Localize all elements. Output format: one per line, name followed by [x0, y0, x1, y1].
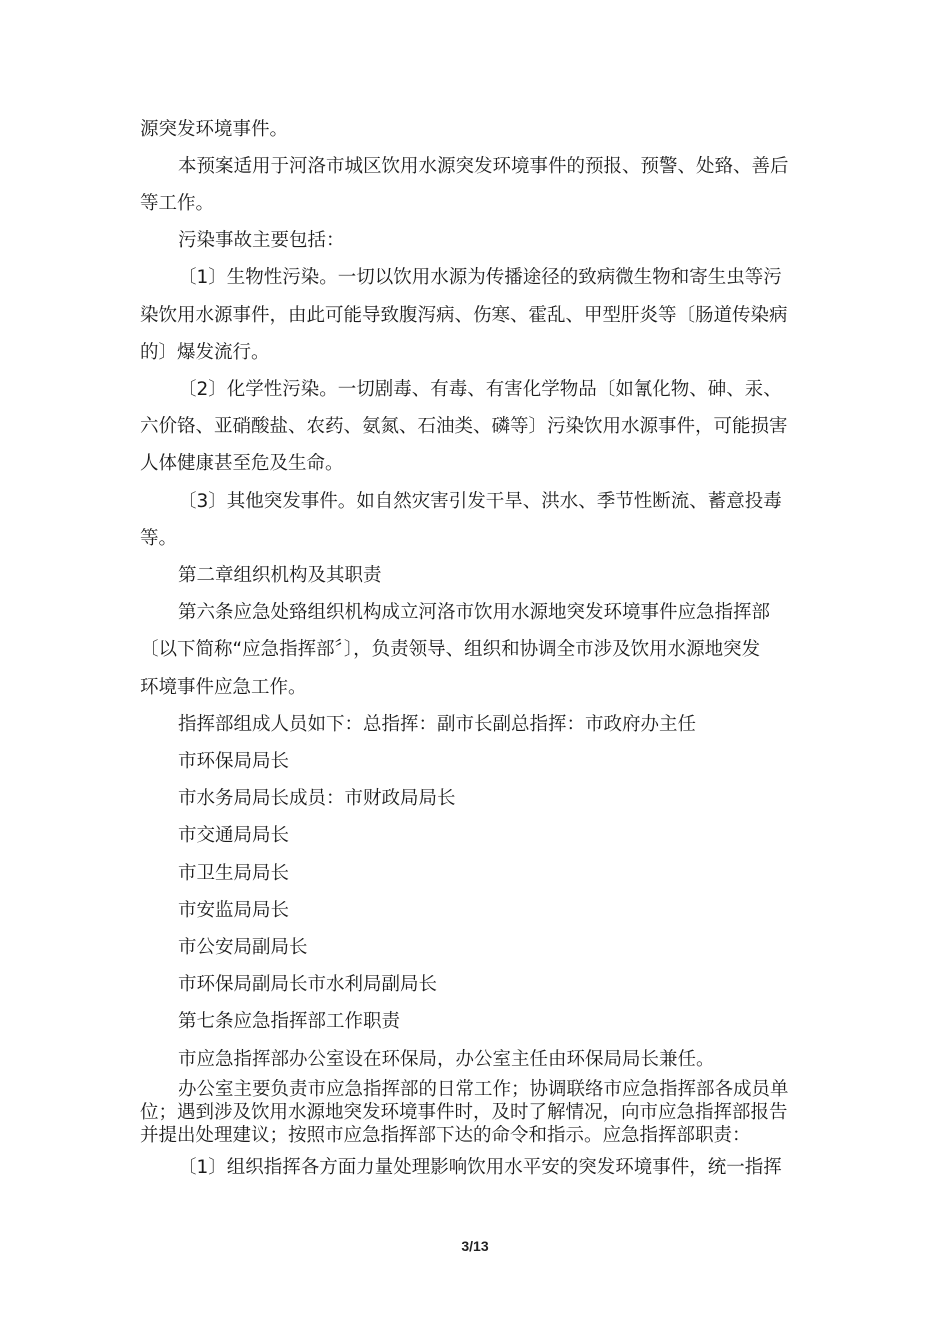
- text-line: 等。: [140, 528, 178, 549]
- text-line: 办公室主要负责市应急指挥部的日常工作；协调联络市应急指挥部各成员单: [178, 1079, 789, 1100]
- text-line: 环境事件应急工作。: [140, 677, 307, 698]
- text-line: 〔以下简称“应急指挥部〞〕，负责领导、组织和协调全市涉及饮用水源地突发: [140, 639, 761, 660]
- section-heading: 第二章组织机构及其职责: [178, 565, 382, 586]
- text-line: 市环保局局长: [178, 751, 290, 772]
- text-line: 本预案适用于河洛市城区饮用水源突发环境事件的预报、预警、处臵、善后: [178, 156, 789, 177]
- text-line: 污染事故主要包括：: [178, 230, 345, 251]
- text-line: 〔1〕生物性污染。一切以饮用水源为传播途径的致病微生物和寄生虫等污: [178, 267, 782, 288]
- text-line: 市交通局局长: [178, 825, 290, 846]
- text-line: 市公安局副局长: [178, 937, 308, 958]
- text-line: 〔3〕其他突发事件。如自然灾害引发干旱、洪水、季节性断流、蓄意投毒: [178, 491, 782, 512]
- text-line: 人体健康甚至危及生命。: [140, 453, 344, 474]
- text-line: 染饮用水源事件，由此可能导致腹泻病、伤寒、霍乱、甲型肝炎等〔肠道传染病: [140, 305, 788, 326]
- page-number: 3/13: [461, 1238, 489, 1254]
- text-line: 市安监局局长: [178, 900, 290, 921]
- text-line: 市环保局副局长市水利局副局长: [178, 974, 438, 995]
- text-line: 市水务局局长成员：市财政局局长: [178, 788, 456, 809]
- text-line: 并提出处理建议；按照市应急指挥部下达的命令和指示。应急指挥部职责：: [140, 1125, 751, 1146]
- text-line: 市应急指挥部办公室设在环保局，办公室主任由环保局局长兼任。: [178, 1049, 715, 1070]
- text-line: 位；遇到涉及饮用水源地突发环境事件时，及时了解情况，向市应急指挥部报告: [140, 1102, 788, 1123]
- text-line: 等工作。: [140, 193, 215, 214]
- text-line: 〔2〕化学性污染。一切剧毒、有毒、有害化学物品〔如氰化物、砷、汞、: [178, 379, 782, 400]
- text-line: 的〕爆发流行。: [140, 342, 270, 363]
- section-heading: 第七条应急指挥部工作职责: [178, 1011, 401, 1032]
- text-line: 第六条应急处臵组织机构成立河洛市饮用水源地突发环境事件应急指挥部: [178, 602, 771, 623]
- text-line: 〔1〕组织指挥各方面力量处理影响饮用水平安的突发环境事件，统一指挥: [178, 1157, 782, 1178]
- text-line: 源突发环境事件。: [140, 119, 289, 140]
- text-line: 市卫生局局长: [178, 863, 290, 884]
- text-line: 指挥部组成人员如下：总指挥：副市长副总指挥：市政府办主任: [178, 714, 697, 735]
- text-line: 六价铬、亚硝酸盐、农药、氨氮、石油类、磷等〕污染饮用水源事件，可能损害: [140, 416, 788, 437]
